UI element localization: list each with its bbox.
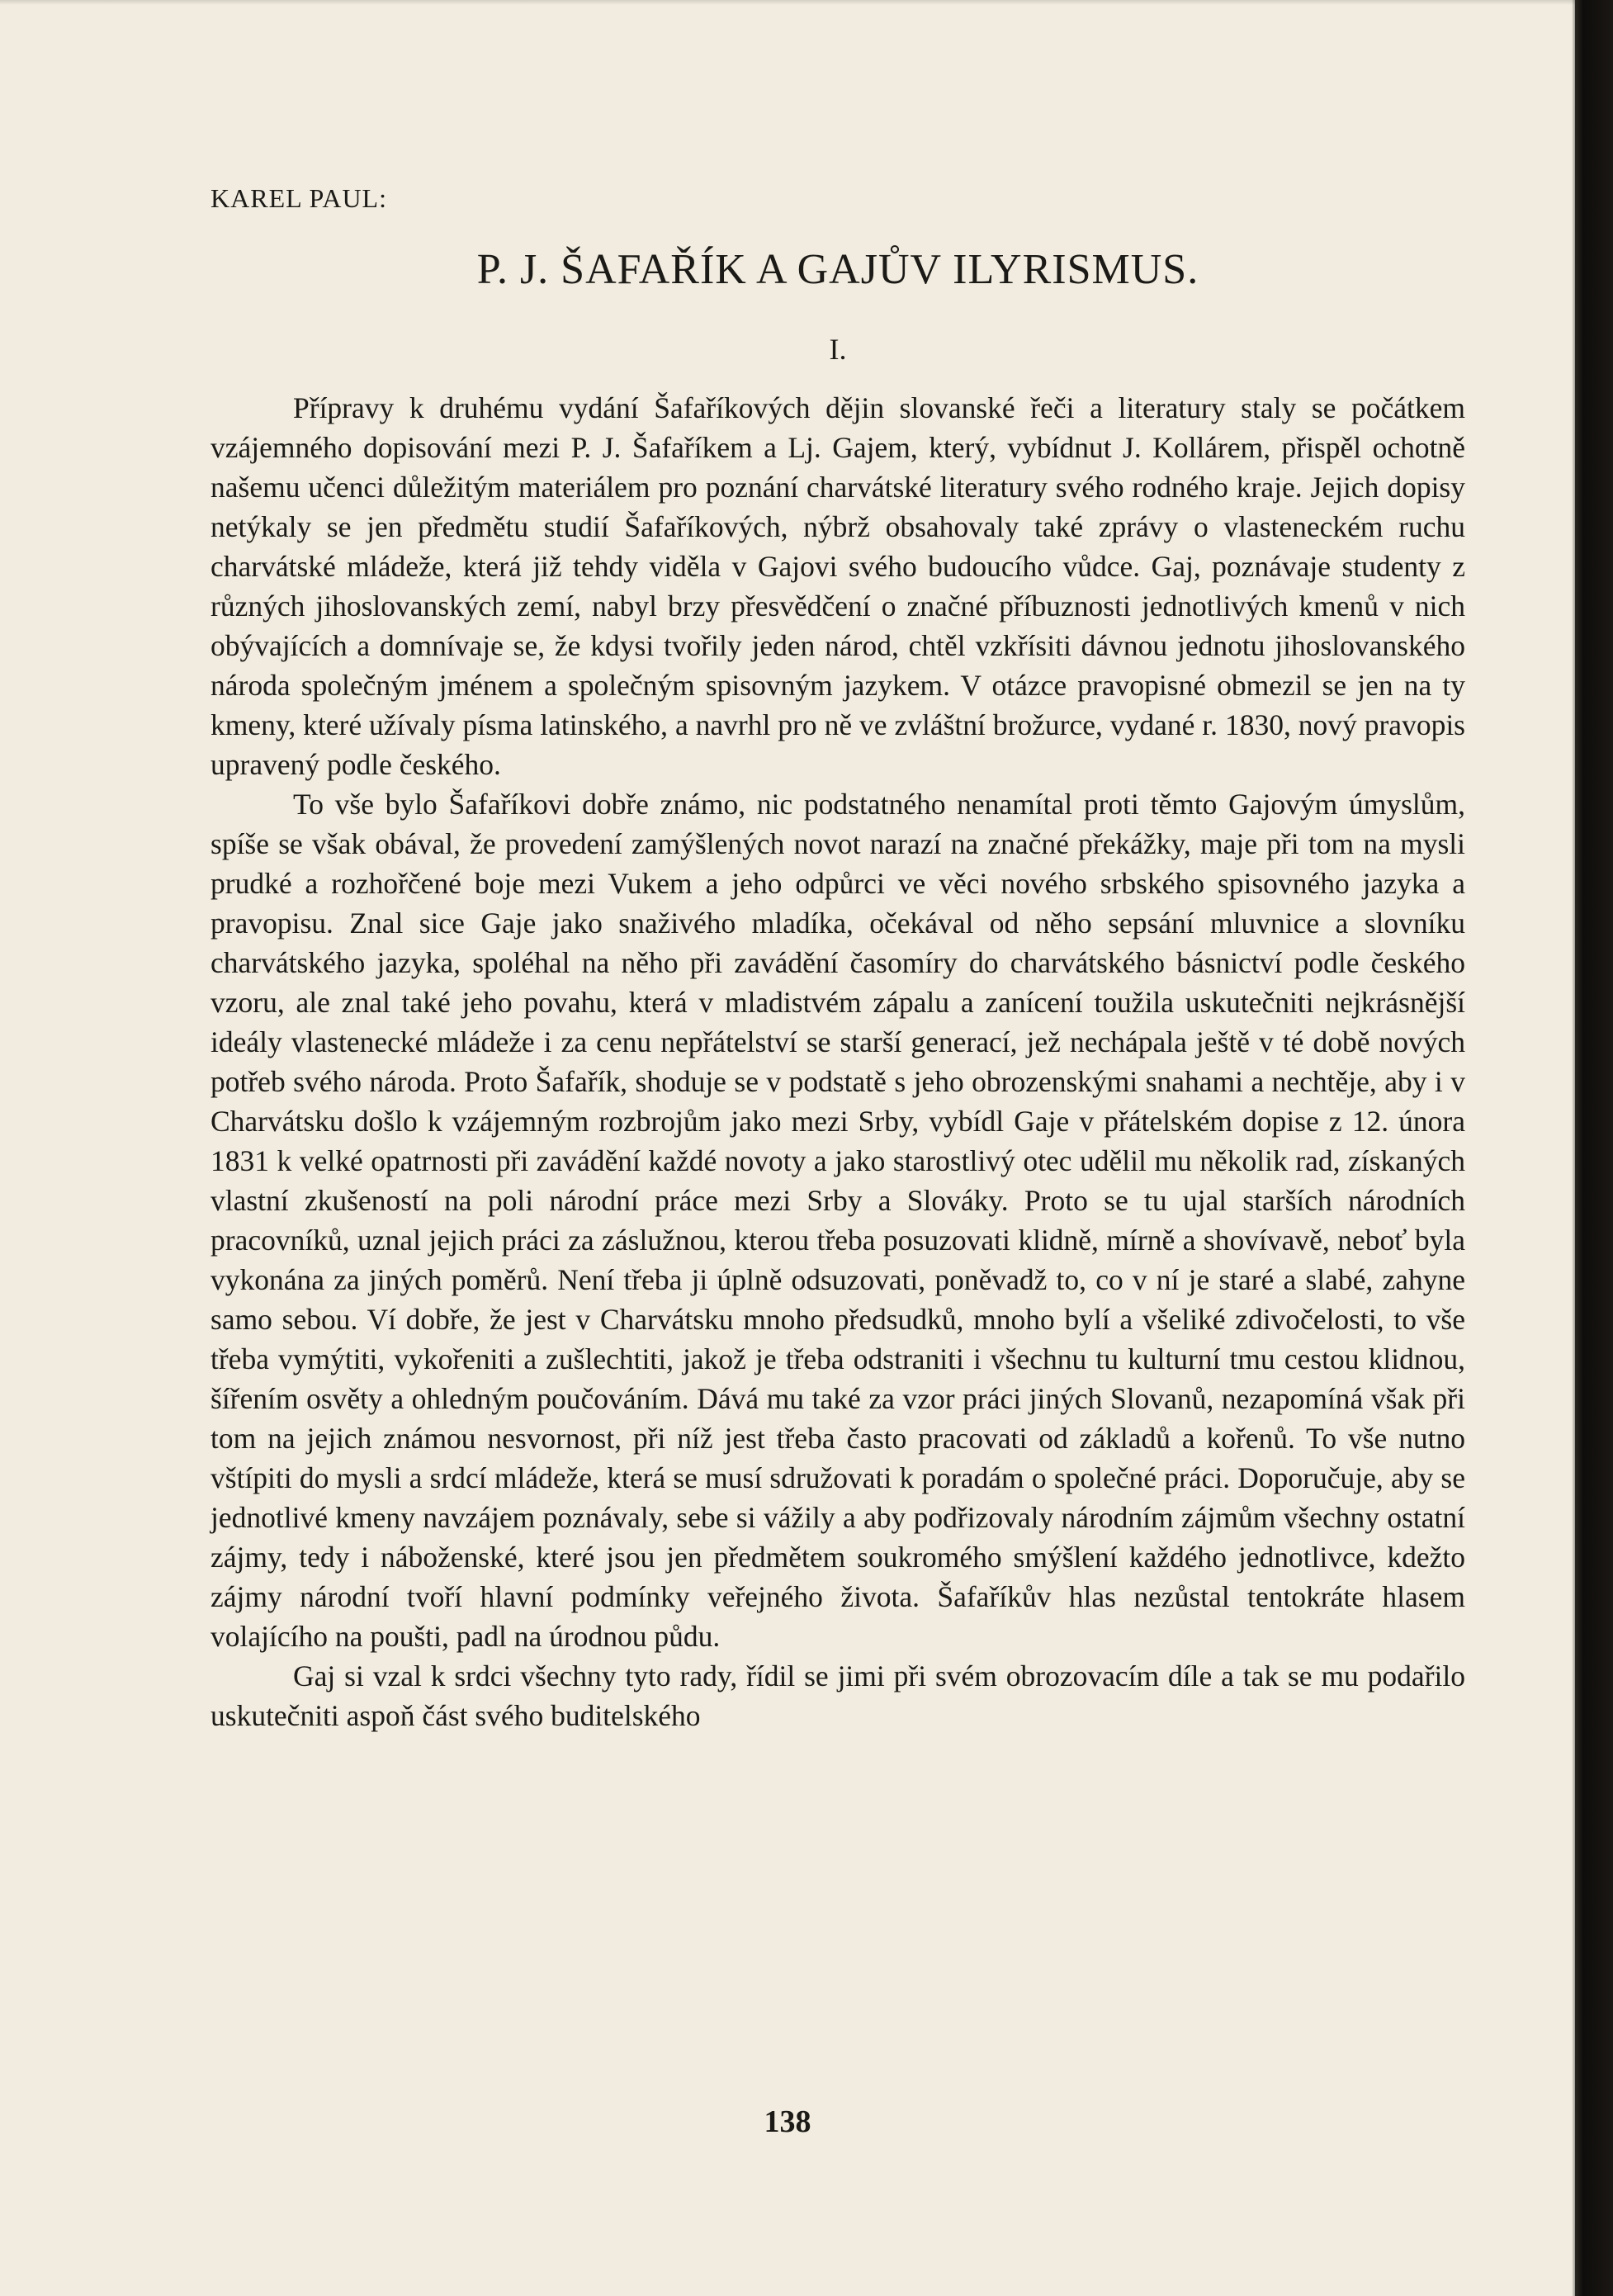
paragraph: Přípravy k druhému vydání Šafaříkových dějin slovanské řeči a literatury staly se počátkem vzájemného dopisování mezi P. J. Šafaříkem a Lj. Gajem, který, vybídnut J. Kollárem, přispěl ochotně našemu učenci důležitým materiálem pro poznání charvátské literatury svého rodného kraje. Jejich dopisy netýkaly se jen předmětu studií Šafaříkových, nýbrž obsahovaly také zprávy o vlasteneckém ruchu charvátské mládeže, která již tehdy viděla v Gajovi svého budoucího vůdce. Gaj, poznávaje studenty z různých jihoslovanských zemí, nabyl brzy přesvědčení o značné příbuznosti jednotlivých kmenů v nich obývajících a domnívaje se, že kdysi tvořily jeden národ, chtěl vzkřísiti dávnou jednotu jihoslovanského národa společným jménem a společným spisovným jazykem. V otázce pravopisné obmezil se jen na ty kmeny, které užívaly písma latinského, a navrhl pro ně ve zvláštní brožurce, vydané r. 1830, nový pravopis upravený podle českého. [210, 391, 1465, 781]
document-page [210, 183, 1465, 1735]
section-number: I. [829, 333, 847, 366]
paragraph: Gaj si vzal k srdci všechny tyto rady, řídil se jimi při svém obrozovacím díle a tak se mu podařilo uskutečniti aspoň část svého buditelského [210, 1659, 1465, 1732]
scan-border-right [1575, 0, 1613, 2296]
author-name: KAREL PAUL: [210, 183, 387, 213]
scan-shadow-top [0, 0, 1575, 5]
paragraph: To vše bylo Šafaříkovi dobře známo, nic podstatného nenamítal proti těmto Gajovým úmyslům, spíše se však obával, že provedení zamýšlených novot narazí na značné překážky, maje při tom na mysli prudké a rozhořčené boje mezi Vukem a jeho odpůrci ve věci nového srbského spisovného jazyka a pravopisu. Znal sice Gaje jako snaživého mladíka, očekával od něho sepsání mluvnice a slovníku charvátského jazyka, spoléhal na něho při zavádění časomíry do charvátského básnictví podle českého vzoru, ale znal také jeho povahu, která v mladistvém zápalu a zanícení toužila uskutečniti nejkrásnější ideály vlastenecké mládeže i za cenu nepřátelství se starší generací, jež nechápala ještě v té době nových potřeb svého národa. Proto Šafařík, shoduje se v podstatě s jeho obrozenskými snahami a nechtěje, aby i v Charvátsku došlo k vzájemným rozbrojům jako mezi Srby, vybídl Gaje v přátelském dopise z 12. února 1831 k velké opatrnosti při zavádění každé novoty a jako starostlivý otec udělil mu několik rad, získaných vlastní zkušeností na poli národní práce mezi Srby a Slováky. Proto se tu ujal starších národních pracovníků, uznal jejich práci za záslužnou, kterou třeba posuzovati klidně, mírně a shovívavě, neboť byla vykonána za jiných poměrů. Není třeba ji úplně odsuzovati, poněvadž to, co v ní je staré a slabé, zahyne samo sebou. Ví dobře, že jest v Charvátsku mnoho předsudků, mnoho bylí a všeliké zdivočelosti, to vše třeba vymýtiti, vykořeniti a zušlechtiti, jakož je třeba odstraniti i všechnu tu kulturní tmu cestou klidnou, šířením osvěty a ohledným poučováním. Dává mu také za vzor práci jiných Slovanů, nezapomíná však při tom na jejich známou nesvornost, při níž jest třeba často pracovati od základů a kořenů. To vše nutno vštípiti do mysli a srdcí mládeže, která se musí sdružovati k poradám o společné práci. Doporučuje, aby se jednotlivé kmeny navzájem poznávaly, sebe si vážily a aby podřizovaly národním zájmům všechny ostatní zájmy, tedy i náboženské, které jsou jen předmětem soukromého smýšlení každého jednotlivce, kdežto zájmy národní tvoří hlavní podmínky veřejného života. Šafaříkův hlas nezůstal tentokráte hlasem volajícího na poušti, padl na úrodnou půdu. [210, 788, 1465, 1653]
page-number: 138 [764, 2104, 811, 2139]
article-title: P. J. ŠAFAŘÍK A GAJŮV ILYRISMUS. [476, 246, 1199, 293]
article-body [210, 388, 1465, 1735]
